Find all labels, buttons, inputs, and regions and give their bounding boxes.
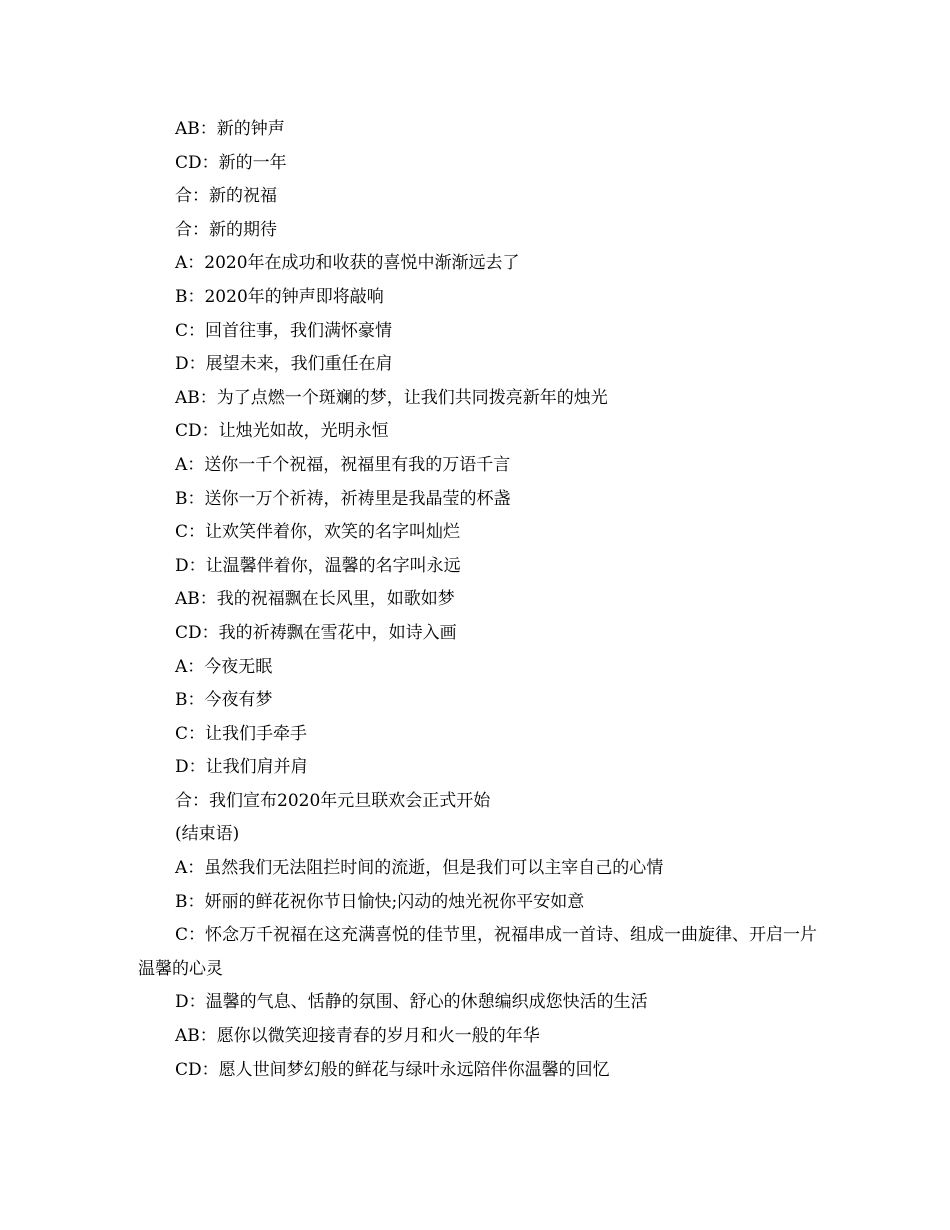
script-line-27: AB：愿你以微笑迎接青春的岁月和火一般的年华 xyxy=(175,1026,540,1047)
script-line-12: B：送你一万个祈祷，祈祷里是我晶莹的杯盏 xyxy=(175,488,511,509)
script-line-7: C：回首往事，我们满怀豪情 xyxy=(175,320,393,341)
script-line-19: C：让我们手牵手 xyxy=(175,723,308,744)
script-line-4: 合：新的期待 xyxy=(175,219,277,240)
script-line-25: C：怀念万千祝福在这充满喜悦的佳节里，祝福串成一首诗、组成一曲旋律、开启一片温馨的心灵 xyxy=(138,925,818,979)
script-line-21: 合：我们宣布2020年元旦联欢会正式开始 xyxy=(175,790,491,811)
script-line-28: CD：愿人世间梦幻般的鲜花与绿叶永远陪伴你温馨的回忆 xyxy=(175,1059,610,1080)
script-line-1: AB：新的钟声 xyxy=(175,119,285,139)
script-line-2: CD：新的一年 xyxy=(175,152,287,173)
script-line-20: D：让我们肩并肩 xyxy=(175,757,308,778)
script-line-18: B：今夜有梦 xyxy=(175,690,273,711)
script-line-8: D：展望未来，我们重任在肩 xyxy=(175,354,393,375)
script-line-15: AB：我的祝福飘在长风里，如歌如梦 xyxy=(175,589,455,610)
closing-heading: (结束语) xyxy=(175,824,240,845)
document-body xyxy=(138,113,818,1087)
script-line-13: C：让欢笑伴着你，欢笑的名字叫灿烂 xyxy=(175,522,461,543)
script-line-9: AB：为了点燃一个斑斓的梦，让我们共同拨亮新年的烛光 xyxy=(175,387,608,408)
script-line-23: A：虽然我们无法阻拦时间的流逝，但是我们可以主宰自己的心情 xyxy=(175,858,664,879)
script-line-14: D：让温馨伴着你，温馨的名字叫永远 xyxy=(175,555,461,576)
script-line-5: A：2020年在成功和收获的喜悦中渐渐远去了 xyxy=(175,253,520,274)
script-line-26: D：温馨的气息、恬静的氛围、舒心的休憩编织成您快活的生活 xyxy=(175,992,648,1013)
script-line-24: B：妍丽的鲜花祝你节日愉快;闪动的烛光祝你平安如意 xyxy=(175,891,585,912)
script-line-10: CD：让烛光如故，光明永恒 xyxy=(175,421,389,442)
script-line-6: B：2020年的钟声即将敲响 xyxy=(175,286,384,307)
script-line-3: 合：新的祝福 xyxy=(175,186,277,207)
script-line-16: CD：我的祈祷飘在雪花中，如诗入画 xyxy=(175,622,457,643)
script-line-17: A：今夜无眠 xyxy=(175,656,273,677)
script-line-11: A：送你一千个祝福，祝福里有我的万语千言 xyxy=(175,454,511,475)
